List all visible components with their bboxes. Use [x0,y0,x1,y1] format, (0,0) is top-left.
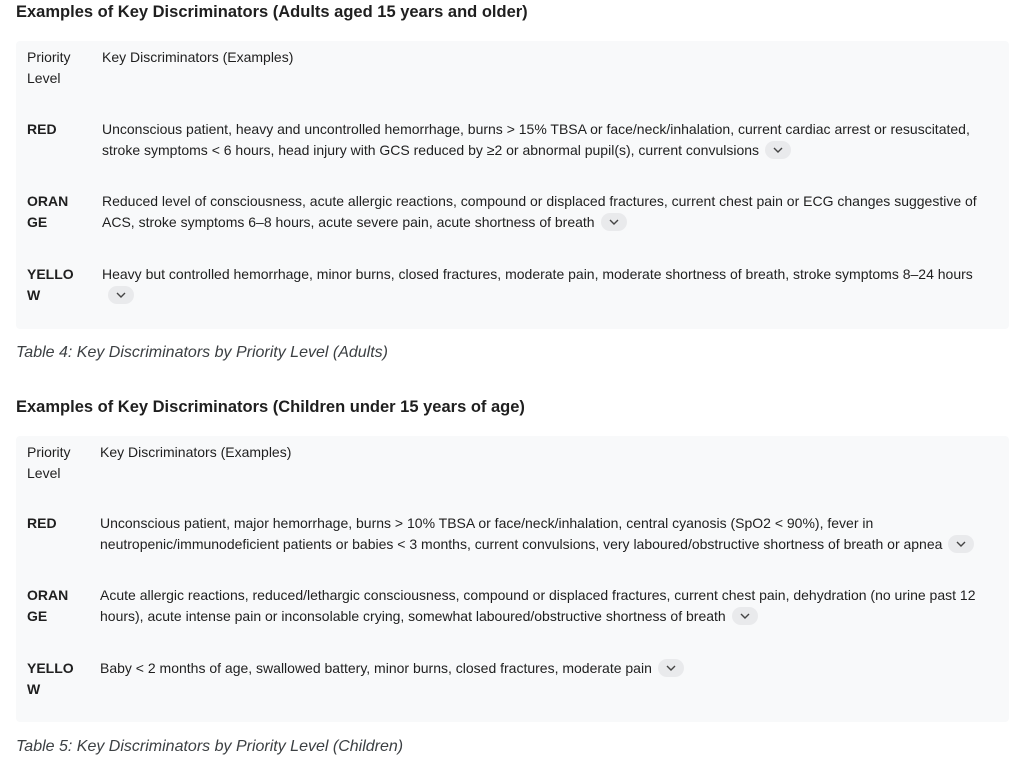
children-row-yellow-text [100,658,995,679]
adults-row-orange-desc: Reduced level of consciousness, acute allergic reactions, compound or displaced fractures, current chest pain or ECG changes suggestive of ACS, stroke symptoms 6–8 hours, acute severe pain, acute shortness of breath [102,193,977,230]
children-row-red-desc: Unconscious patient, major hemorrhage, burns > 10% TBSA or face/neck/inhalation, central cyanosis (SpO2 < 90%), fever in neutropenic/immunodeficient patients or babies < 3 months, current convulsions, very laboured/obstructive shortness of breath or apnea [100,515,943,552]
adults-row-red-desc: Unconscious patient, heavy and uncontrolled hemorrhage, burns > 15% TBSA or face/neck/inhalation, current cardiac arrest or resuscitated, stroke symptoms < 6 hours, head injury with GCS reduced by ≥2 or abnormal pupil(s), current convulsions [102,121,970,158]
children-row-red-text [100,513,995,555]
expand-chevron-icon[interactable] [108,286,134,304]
adults-row-red-text [102,119,992,161]
children-header-level: Priority Level [27,444,71,481]
adults-row-yellow-level: YELLOW [27,266,74,303]
children-header-discriminators: Key Discriminators (Examples) [100,444,292,460]
adults-table-caption: Table 4: Key Discriminators by Priority Level (Adults) [16,344,388,361]
children-table-caption: Table 5: Key Discriminators by Priority Level (Children) [16,738,404,755]
adults-header-discriminators: Key Discriminators (Examples) [102,49,294,65]
adults-row-yellow-desc: Heavy but controlled hemorrhage, minor burns, closed fractures, moderate pain, moderate shortness of breath, stroke symptoms 8–24 hours [102,266,973,282]
adults-row-orange-text [102,191,992,233]
children-row-orange-level: ORANGE [27,587,69,624]
children-row-red-level: RED [27,515,57,531]
expand-chevron-icon[interactable] [658,659,684,677]
expand-chevron-icon[interactable] [732,607,758,625]
expand-chevron-icon[interactable] [948,535,974,553]
children-row-orange-desc: Acute allergic reactions, reduced/lethargic consciousness, compound or displaced fractures, current chest pain, dehydration (no urine past 12 hours), acute intense pain or inconsolable crying, somewhat laboured/obstructive shortness of breath [100,587,976,624]
adults-row-red-level: RED [27,121,57,137]
children-row-yellow-level: YELLOW [27,660,74,697]
adults-header-level: Priority Level [27,49,71,86]
children-heading: Examples of Key Discriminators (Children under 15 years of age) [16,398,525,416]
adults-row-orange-level: ORANGE [27,193,69,230]
adults-table [16,41,1009,329]
adults-row-yellow-text [102,264,992,306]
children-row-orange-text [100,585,995,627]
adults-heading: Examples of Key Discriminators (Adults aged 15 years and older) [16,3,528,21]
expand-chevron-icon[interactable] [601,213,627,231]
children-row-yellow-desc: Baby < 2 months of age, swallowed battery, minor burns, closed fractures, moderate pain [100,660,652,676]
expand-chevron-icon[interactable] [765,141,791,159]
children-table [16,436,1009,722]
